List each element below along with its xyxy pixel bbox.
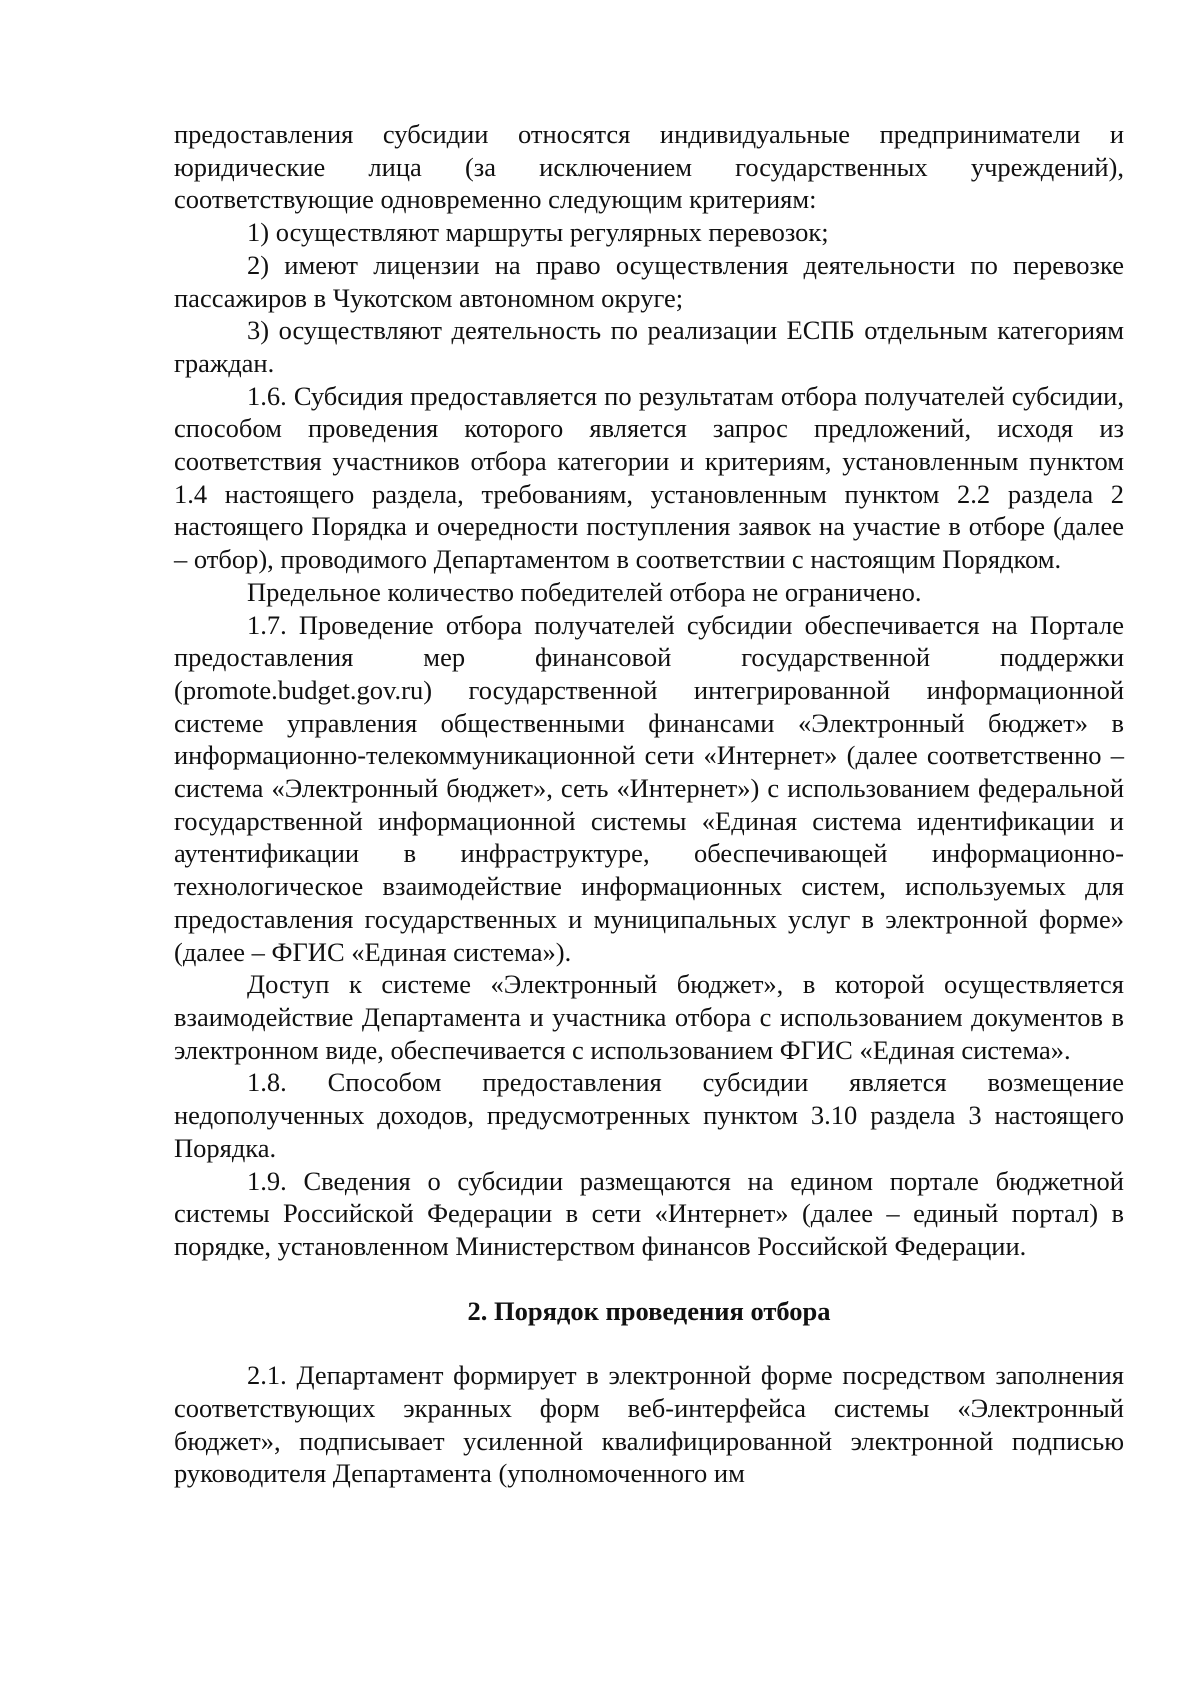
winners-limit-paragraph: Предельное количество победителей отбора не ограничено. [247,576,922,607]
criteria-item-2: 2) имеют лицензии на право осуществления деятельности по перевозке пассажиров в Чукотском автономном округе; [174,249,1124,313]
clause-2-1: 2.1. Департамент формирует в электронной форме посредством заполнения соответствующих экранных форм веб-интерфейса системы «Электронный бюджет», подписывает усиленной квалифицированной электронной подписью руководителя Департамента (уполномоченного им [174,1360,1124,1489]
paragraph-continuation: предоставления субсидии относятся индивидуальные предприниматели и юридические лица (за исключением государственных учреждений), соответствующие одновременно следующим критериям: [174,119,1124,215]
clause-1-6: 1.6. Субсидия предоставляется по результатам отбора получателей субсидии, способом проведения которого является запрос предложений, исходя из соответствия участников отбора категории и критериям, установленным пунктом 1.4 настоящего раздела, требованиям, установленным пунктом 2.2 раздела 2 настоящего Порядка и очередности поступления заявок на участие в отборе (далее – отбор), проводимого Департаментом в соответствии с настоящим Порядком. [174,380,1124,575]
criteria-item-1: 1) осуществляют маршруты регулярных перевозок; [247,217,829,248]
document-body [174,118,1124,1490]
clause-1-7: 1.7. Проведение отбора получателей субсидии обеспечивается на Портале предоставления мер финансовой государственной поддержки (promote.budget.gov.ru) государственной интегрированной информационной системе управления общественными финансами «Электронный бюджет» в информационно-телекоммуникационной сети «Интернет» (далее соответственно – система «Электронный бюджет», сеть «Интернет») с использованием федеральной государственной информационной системы «Единая система идентификации и аутентификации в инфраструктуре, обеспечивающей информационно-технологическое взаимодействие информационных систем, используемых для предоставления государственных и муниципальных услуг в электронной форме» (далее – ФГИС «Единая система»). [174,609,1124,967]
section-heading: 2. Порядок проведения отбора [467,1295,831,1326]
clause-1-8: 1.8. Способом предоставления субсидии является возмещение недополученных доходов, предусмотренных пунктом 3.10 раздела 3 настоящего Порядка. [174,1067,1124,1163]
criteria-item-3: 3) осуществляют деятельность по реализации ЕСПБ отдельным категориям граждан. [174,315,1124,378]
system-access-paragraph: Доступ к системе «Электронный бюджет», в которой осуществляется взаимодействие Департамента и участника отбора с использованием документов в электронном виде, обеспечивается с использованием ФГИС «Единая система». [174,969,1124,1065]
clause-1-9: 1.9. Сведения о субсидии размещаются на едином портале бюджетной системы Российской Федерации в сети «Интернет» (далее – единый портал) в порядке, установленном Министерством финансов Российской Федерации. [174,1165,1124,1261]
